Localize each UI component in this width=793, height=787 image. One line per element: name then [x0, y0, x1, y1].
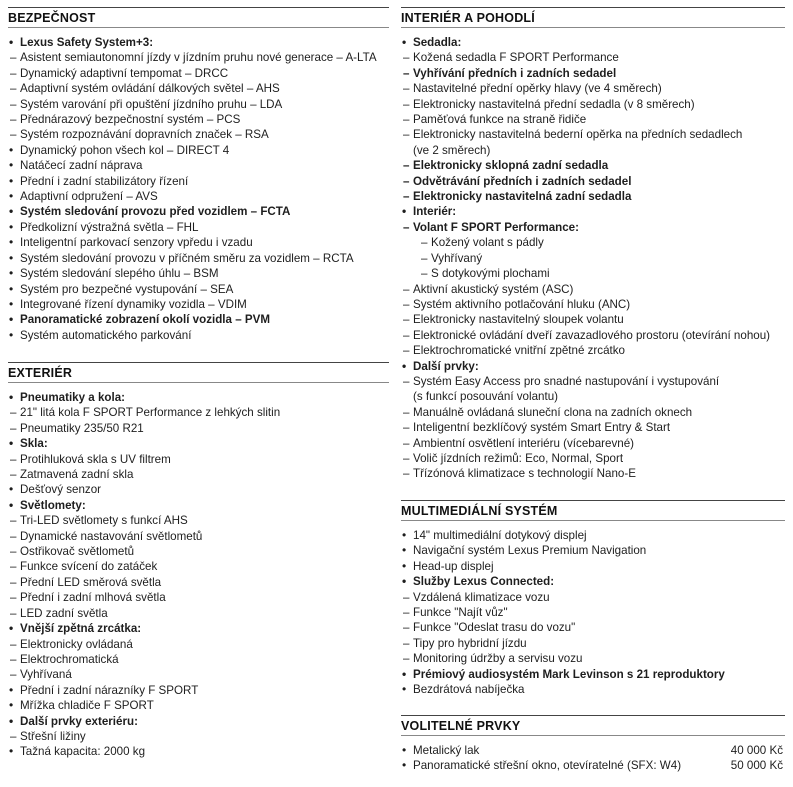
item-label: Interiér:: [413, 205, 457, 219]
list-item: [8, 328, 389, 343]
item-label: Přední LED směrová světla: [20, 575, 162, 589]
divider: [8, 27, 389, 28]
list-item: [401, 189, 785, 204]
list-item: [401, 605, 785, 620]
section-title: BEZPEČNOST: [8, 11, 96, 25]
list-item: [8, 112, 389, 127]
item-label: Dešťový senzor: [20, 483, 102, 497]
list-item: [401, 204, 785, 219]
list-item: [8, 606, 389, 621]
item-label: Volič jízdních režimů: Eco, Normal, Sport: [413, 451, 624, 465]
section-multimedia: [401, 493, 785, 708]
item-label: Přední i zadní stabilizátory řízení: [20, 174, 189, 188]
list-item: [8, 714, 389, 729]
section-title: EXTERIÉR: [8, 366, 73, 380]
list-item: [401, 528, 785, 543]
item-label: Přední i zadní nárazníky F SPORT: [20, 683, 199, 697]
list-item: [8, 513, 389, 528]
section-header: [401, 708, 785, 733]
price-value: 40 000 Kč: [730, 744, 783, 757]
item-label: 14" multimediální dotykový displej: [413, 529, 587, 542]
list-item: [8, 158, 389, 173]
list-item: [401, 420, 785, 435]
item-label: Přednárazový bezpečnostní systém – PCS: [20, 113, 241, 127]
item-label: Tažná kapacita: 2000 kg: [20, 745, 146, 759]
list-item: [8, 621, 389, 636]
item-label: Přední i zadní mlhová světla: [20, 591, 166, 605]
list-item: [401, 251, 785, 266]
list-item: [401, 282, 785, 297]
feature-list: [401, 528, 785, 697]
item-label: Protihluková skla s UV filtrem: [20, 452, 171, 466]
list-item: [401, 81, 785, 96]
item-label: Třízónová klimatizace s technologií Nano-E: [413, 467, 636, 481]
list-item: [401, 405, 785, 420]
feature-list: [401, 35, 785, 482]
list-item: [8, 220, 389, 235]
list-item: [8, 467, 389, 482]
list-item: [8, 143, 389, 158]
option-list: [401, 743, 785, 774]
list-item: [8, 50, 389, 65]
item-label: Pneumatiky 235/50 R21: [20, 421, 144, 435]
item-label: Aktivní akustický systém (ASC): [413, 282, 574, 296]
list-item: [8, 127, 389, 142]
divider: [8, 7, 389, 8]
list-item: [401, 436, 785, 451]
list-item: [401, 389, 785, 404]
list-item: [8, 529, 389, 544]
list-item: [401, 235, 785, 250]
list-item: [8, 312, 389, 327]
item-label: Elektronicky nastavitelný sloupek volantu: [413, 313, 624, 327]
list-item: [8, 575, 389, 590]
option-item: [401, 743, 785, 758]
list-item: [401, 343, 785, 358]
option-item: [401, 758, 785, 773]
list-item: [8, 235, 389, 250]
divider: [8, 382, 389, 383]
item-label: Dynamické nastavování světlometů: [20, 529, 203, 543]
item-label: Vnější zpětná zrcátka:: [20, 622, 142, 636]
right-column: [401, 0, 785, 773]
list-item: [401, 35, 785, 50]
list-item: [8, 652, 389, 667]
item-label: Střešní ližiny: [20, 729, 86, 743]
list-item: [8, 174, 389, 189]
item-label: (ve 2 směrech): [413, 143, 491, 157]
list-item: [8, 559, 389, 574]
list-item: [401, 50, 785, 65]
divider: [8, 362, 389, 363]
list-item: [8, 667, 389, 682]
list-item: [401, 359, 785, 374]
list-item: [401, 297, 785, 312]
list-item: [8, 266, 389, 281]
item-label: Kožená sedadla F SPORT Performance: [413, 51, 619, 65]
item-label: Inteligentní parkovací senzory vpředu i vzadu: [20, 236, 253, 250]
section-interier: [401, 0, 785, 493]
list-item: [401, 328, 785, 343]
list-item: [401, 158, 785, 173]
item-label: Funkce "Najít vůz": [413, 606, 508, 620]
item-label: Bezdrátová nabíječka: [413, 683, 525, 697]
item-label: Předkolizní výstražná světla – FHL: [20, 220, 199, 234]
item-label: Elektronické ovládání dveří zavazadlového prostoru (otevírání nohou): [413, 328, 771, 342]
item-label: Adaptivní odpružení – AVS: [20, 190, 158, 204]
item-label: Funkce "Odeslat trasu do vozu": [413, 621, 576, 635]
list-item: [401, 651, 785, 666]
item-label: Sedadla:: [413, 36, 462, 49]
list-item: [401, 667, 785, 682]
list-item: [8, 189, 389, 204]
section-exterier: [8, 355, 389, 759]
section-volitelne: [401, 708, 785, 773]
list-item: [401, 374, 785, 389]
item-label: Prémiový audiosystém Mark Levinson s 21 reproduktory: [413, 667, 725, 681]
list-item: [8, 421, 389, 436]
item-label: Systém sledování provozu v příčném směru za vozidlem – RCTA: [20, 251, 354, 265]
item-label: Systém rozpoznávání dopravních značek – RSA: [20, 128, 269, 142]
list-item: [401, 636, 785, 651]
item-label: Elektrochromatické vnitřní zpětné zrcátko: [413, 344, 625, 358]
item-label: Kožený volant s pádly: [431, 236, 544, 250]
item-label: Manuálně ovládaná sluneční clona na zadních oknech: [413, 405, 693, 419]
list-item: [401, 559, 785, 574]
section-header: [8, 355, 389, 380]
item-label: Elektrochromatická: [20, 652, 119, 666]
item-label: Natáčecí zadní náprava: [20, 159, 143, 173]
item-label: Elektronicky ovládaná: [20, 637, 133, 651]
section-bezpecnost: [8, 0, 389, 355]
item-label: Systém sledování slepého úhlu – BSM: [20, 267, 219, 281]
feature-list: [8, 390, 389, 760]
item-label: Systém Easy Access pro snadné nastupování i vystupování: [413, 374, 720, 388]
item-label: Systém varování při opuštění jízdního pruhu – LDA: [20, 97, 283, 111]
item-label: Skla:: [20, 437, 48, 451]
list-item: [8, 544, 389, 559]
list-item: [8, 729, 389, 744]
list-item: [401, 97, 785, 112]
section-header: [401, 0, 785, 25]
item-label: Tri-LED světlomety s funkcí AHS: [20, 514, 188, 528]
list-item: [8, 482, 389, 497]
list-item: [401, 543, 785, 558]
item-label: Vyhřívání předních i zadních sedadel: [413, 66, 617, 80]
item-label: Elektronicky sklopná zadní sedadla: [413, 159, 609, 173]
item-label: Elektronicky nastavitelná zadní sedadla: [413, 190, 632, 204]
item-label: Systém pro bezpečné vystupování – SEA: [20, 282, 234, 296]
item-label: Vyhřívaná: [20, 668, 72, 682]
list-item: [401, 620, 785, 635]
list-item: [8, 698, 389, 713]
list-item: [401, 466, 785, 481]
divider: [401, 520, 785, 521]
item-label: Systém automatického parkování: [20, 328, 192, 342]
item-label: Tipy pro hybridní jízdu: [413, 636, 527, 650]
feature-list: [8, 35, 389, 343]
divider: [401, 7, 785, 8]
item-label: Paměťová funkce na straně řidiče: [413, 113, 587, 127]
list-item: [401, 312, 785, 327]
list-item: [401, 143, 785, 158]
item-label: 21" litá kola F SPORT Performance z lehkých slitin: [20, 406, 281, 420]
item-label: Pneumatiky a kola:: [20, 391, 126, 404]
list-item: [8, 390, 389, 405]
item-label: Elektronicky nastavitelná přední sedadla (v 8 směrech): [413, 97, 695, 111]
section-title: MULTIMEDIÁLNÍ SYSTÉM: [401, 504, 558, 518]
list-item: [401, 220, 785, 235]
divider: [401, 715, 785, 716]
item-label: Ostřikovač světlometů: [20, 545, 135, 559]
item-label: Vzdálená klimatizace vozu: [413, 590, 550, 604]
list-item: [8, 251, 389, 266]
item-label: S dotykovými plochami: [431, 267, 550, 281]
item-label: Volant F SPORT Performance:: [413, 220, 579, 234]
list-item: [401, 682, 785, 697]
list-item: [401, 66, 785, 81]
item-label: Vyhřívaný: [431, 251, 483, 265]
list-item: [8, 66, 389, 81]
item-label: Odvětrávání předních i zadních sedadel: [413, 174, 632, 188]
list-item: [401, 112, 785, 127]
item-label: Zatmavená zadní skla: [20, 468, 134, 482]
list-item: [8, 282, 389, 297]
item-label: Systém sledování provozu před vozidlem – FCTA: [20, 205, 291, 219]
item-label: LED zadní světla: [20, 606, 108, 620]
list-item: [8, 498, 389, 513]
list-item: [8, 590, 389, 605]
list-item: [8, 683, 389, 698]
item-label: Služby Lexus Connected:: [413, 575, 555, 589]
divider: [401, 500, 785, 501]
item-label: Elektronicky nastavitelná bederní opěrka na předních sedadlech: [413, 128, 743, 142]
list-item: [401, 174, 785, 189]
list-item: [401, 574, 785, 589]
item-label: Nastavitelné přední opěrky hlavy (ve 4 směrech): [413, 82, 662, 96]
list-item: [8, 35, 389, 50]
item-label: Dynamický pohon všech kol – DIRECT 4: [20, 143, 230, 157]
item-label: Metalický lak: [413, 744, 480, 757]
section-title: VOLITELNÉ PRVKY: [401, 719, 521, 733]
section-header: [8, 0, 389, 25]
list-item: [8, 97, 389, 112]
item-label: (s funkcí posouvání volantu): [413, 390, 559, 404]
item-label: Další prvky exteriéru:: [20, 714, 138, 728]
price-value: 50 000 Kč: [730, 759, 783, 773]
item-label: Mřížka chladiče F SPORT: [20, 699, 154, 713]
item-label: Panoramatické zobrazení okolí vozidla – PVM: [20, 313, 270, 327]
list-item: [8, 405, 389, 420]
list-item: [401, 590, 785, 605]
list-item: [8, 436, 389, 451]
section-title: INTERIÉR A POHODLÍ: [401, 11, 535, 25]
left-column: [8, 0, 389, 759]
item-label: Head-up displej: [413, 559, 494, 573]
item-label: Lexus Safety System+3:: [20, 36, 154, 49]
list-item: [401, 451, 785, 466]
item-label: Světlomety:: [20, 498, 86, 512]
section-header: [401, 493, 785, 518]
list-item: [8, 204, 389, 219]
item-label: Další prvky:: [413, 359, 479, 373]
list-item: [8, 637, 389, 652]
item-label: Funkce svícení do zatáček: [20, 560, 158, 574]
divider: [401, 735, 785, 736]
item-label: Inteligentní bezklíčový systém Smart Entry & Start: [413, 421, 671, 435]
list-item: [401, 266, 785, 281]
list-item: [8, 81, 389, 96]
item-label: Integrované řízení dynamiky vozidla – VDIM: [20, 297, 247, 311]
item-label: Asistent semiautonomní jízdy v jízdním pruhu nové generace – A-LTA: [20, 51, 377, 65]
list-item: [8, 452, 389, 467]
divider: [401, 27, 785, 28]
list-item: [401, 127, 785, 142]
list-item: [8, 297, 389, 312]
item-label: Ambientní osvětlení interiéru (vícebarevné): [413, 436, 635, 450]
item-label: Adaptivní systém ovládání dálkových světel – AHS: [20, 82, 280, 96]
item-label: Monitoring údržby a servisu vozu: [413, 652, 583, 666]
item-label: Panoramatické střešní okno, otevíratelné (SFX: W4): [413, 759, 682, 773]
item-label: Dynamický adaptivní tempomat – DRCC: [20, 66, 229, 80]
item-label: Navigační systém Lexus Premium Navigation: [413, 544, 647, 558]
item-label: Systém aktivního potlačování hluku (ANC): [413, 297, 631, 311]
list-item: [8, 744, 389, 759]
